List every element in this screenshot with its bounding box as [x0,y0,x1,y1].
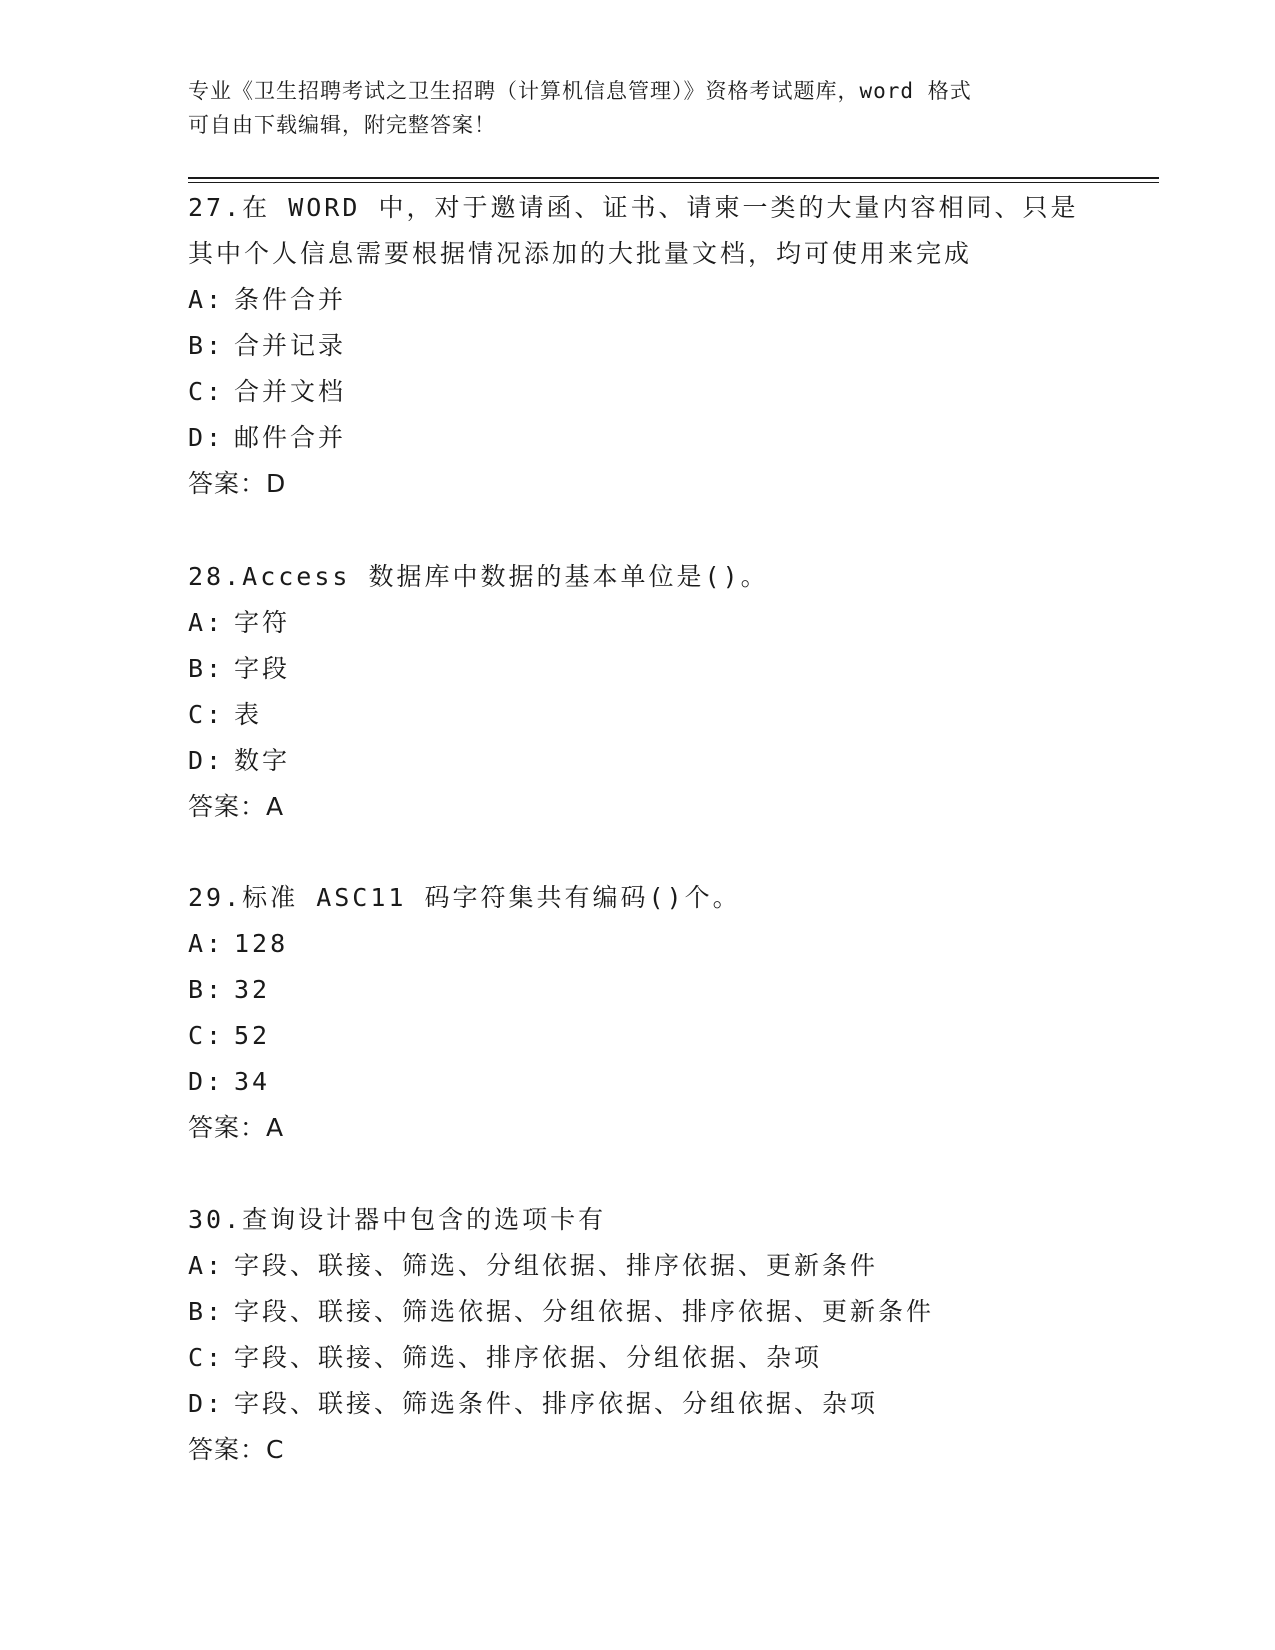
option-text: 表 [234,700,263,729]
option-d [188,415,1148,461]
question-stem-line: 30.查询设计器中包含的选项卡有 [188,1205,607,1234]
option-letter: D: [188,1389,225,1418]
question-stem-line: 29.标准 ASC11 码字符集共有编码()个。 [188,883,741,912]
answer-line: 答案：D [188,469,287,498]
option-a [188,921,1148,967]
option-text: 32 [234,975,271,1004]
option-letter: B: [188,654,225,683]
header-divider-thick [188,177,1159,179]
option-letter: B: [188,1297,225,1326]
option-text: 邮件合并 [234,423,347,452]
option-b [188,646,1148,692]
option-text: 字段、联接、筛选、排序依据、分组依据、杂项 [234,1343,823,1372]
option-letter: A: [188,608,225,637]
option-letter: B: [188,975,225,1004]
header-line-2: 可自由下载编辑，附完整答案！ [188,113,496,137]
question-30 [188,1197,1148,1473]
question-stem-line: 其中个人信息需要根据情况添加的大批量文档，均可使用来完成 [188,239,973,268]
option-letter: C: [188,700,225,729]
option-text: 条件合并 [234,285,347,314]
option-letter: A: [188,929,225,958]
option-b [188,967,1148,1013]
answer-line: 答案：A [188,1113,285,1142]
header-divider-thin [188,182,1159,183]
option-text: 34 [234,1067,271,1096]
option-letter: C: [188,1343,225,1372]
option-text: 52 [234,1021,271,1050]
option-c [188,369,1148,415]
option-d [188,1059,1148,1105]
option-text: 128 [234,929,289,958]
option-letter: C: [188,377,225,406]
option-letter: A: [188,1251,225,1280]
option-letter: A: [188,285,225,314]
option-text: 字段、联接、筛选、分组依据、排序依据、更新条件 [234,1251,879,1280]
option-b [188,323,1148,369]
question-27 [188,185,1148,507]
question-28 [188,554,1148,830]
option-c [188,692,1148,738]
option-text: 字段 [234,654,291,683]
option-letter: D: [188,746,225,775]
option-letter: B: [188,331,225,360]
option-text: 字符 [234,608,291,637]
option-text: 字段、联接、筛选条件、排序依据、分组依据、杂项 [234,1389,879,1418]
option-letter: C: [188,1021,225,1050]
option-c [188,1335,1148,1381]
option-d [188,738,1148,784]
option-c [188,1013,1148,1059]
question-stem-line: 28.Access 数据库中数据的基本单位是()。 [188,562,769,591]
header-line-1: 专业《卫生招聘考试之卫生招聘（计算机信息管理）》资格考试题库，word 格式 [188,79,972,103]
option-letter: D: [188,423,225,452]
option-letter: D: [188,1067,225,1096]
question-29 [188,875,1148,1151]
option-text: 合并文档 [234,377,347,406]
option-a [188,600,1148,646]
answer-line: 答案：C [188,1435,285,1464]
option-text: 合并记录 [234,331,347,360]
document-header [188,74,1088,142]
option-a [188,1243,1148,1289]
option-b [188,1289,1148,1335]
option-text: 数字 [234,746,291,775]
answer-line: 答案：A [188,792,285,821]
option-d [188,1381,1148,1427]
option-a [188,277,1148,323]
option-text: 字段、联接、筛选依据、分组依据、排序依据、更新条件 [234,1297,935,1326]
question-stem-line: 27.在 WORD 中，对于邀请函、证书、请柬一类的大量内容相同、只是 [188,193,1079,222]
